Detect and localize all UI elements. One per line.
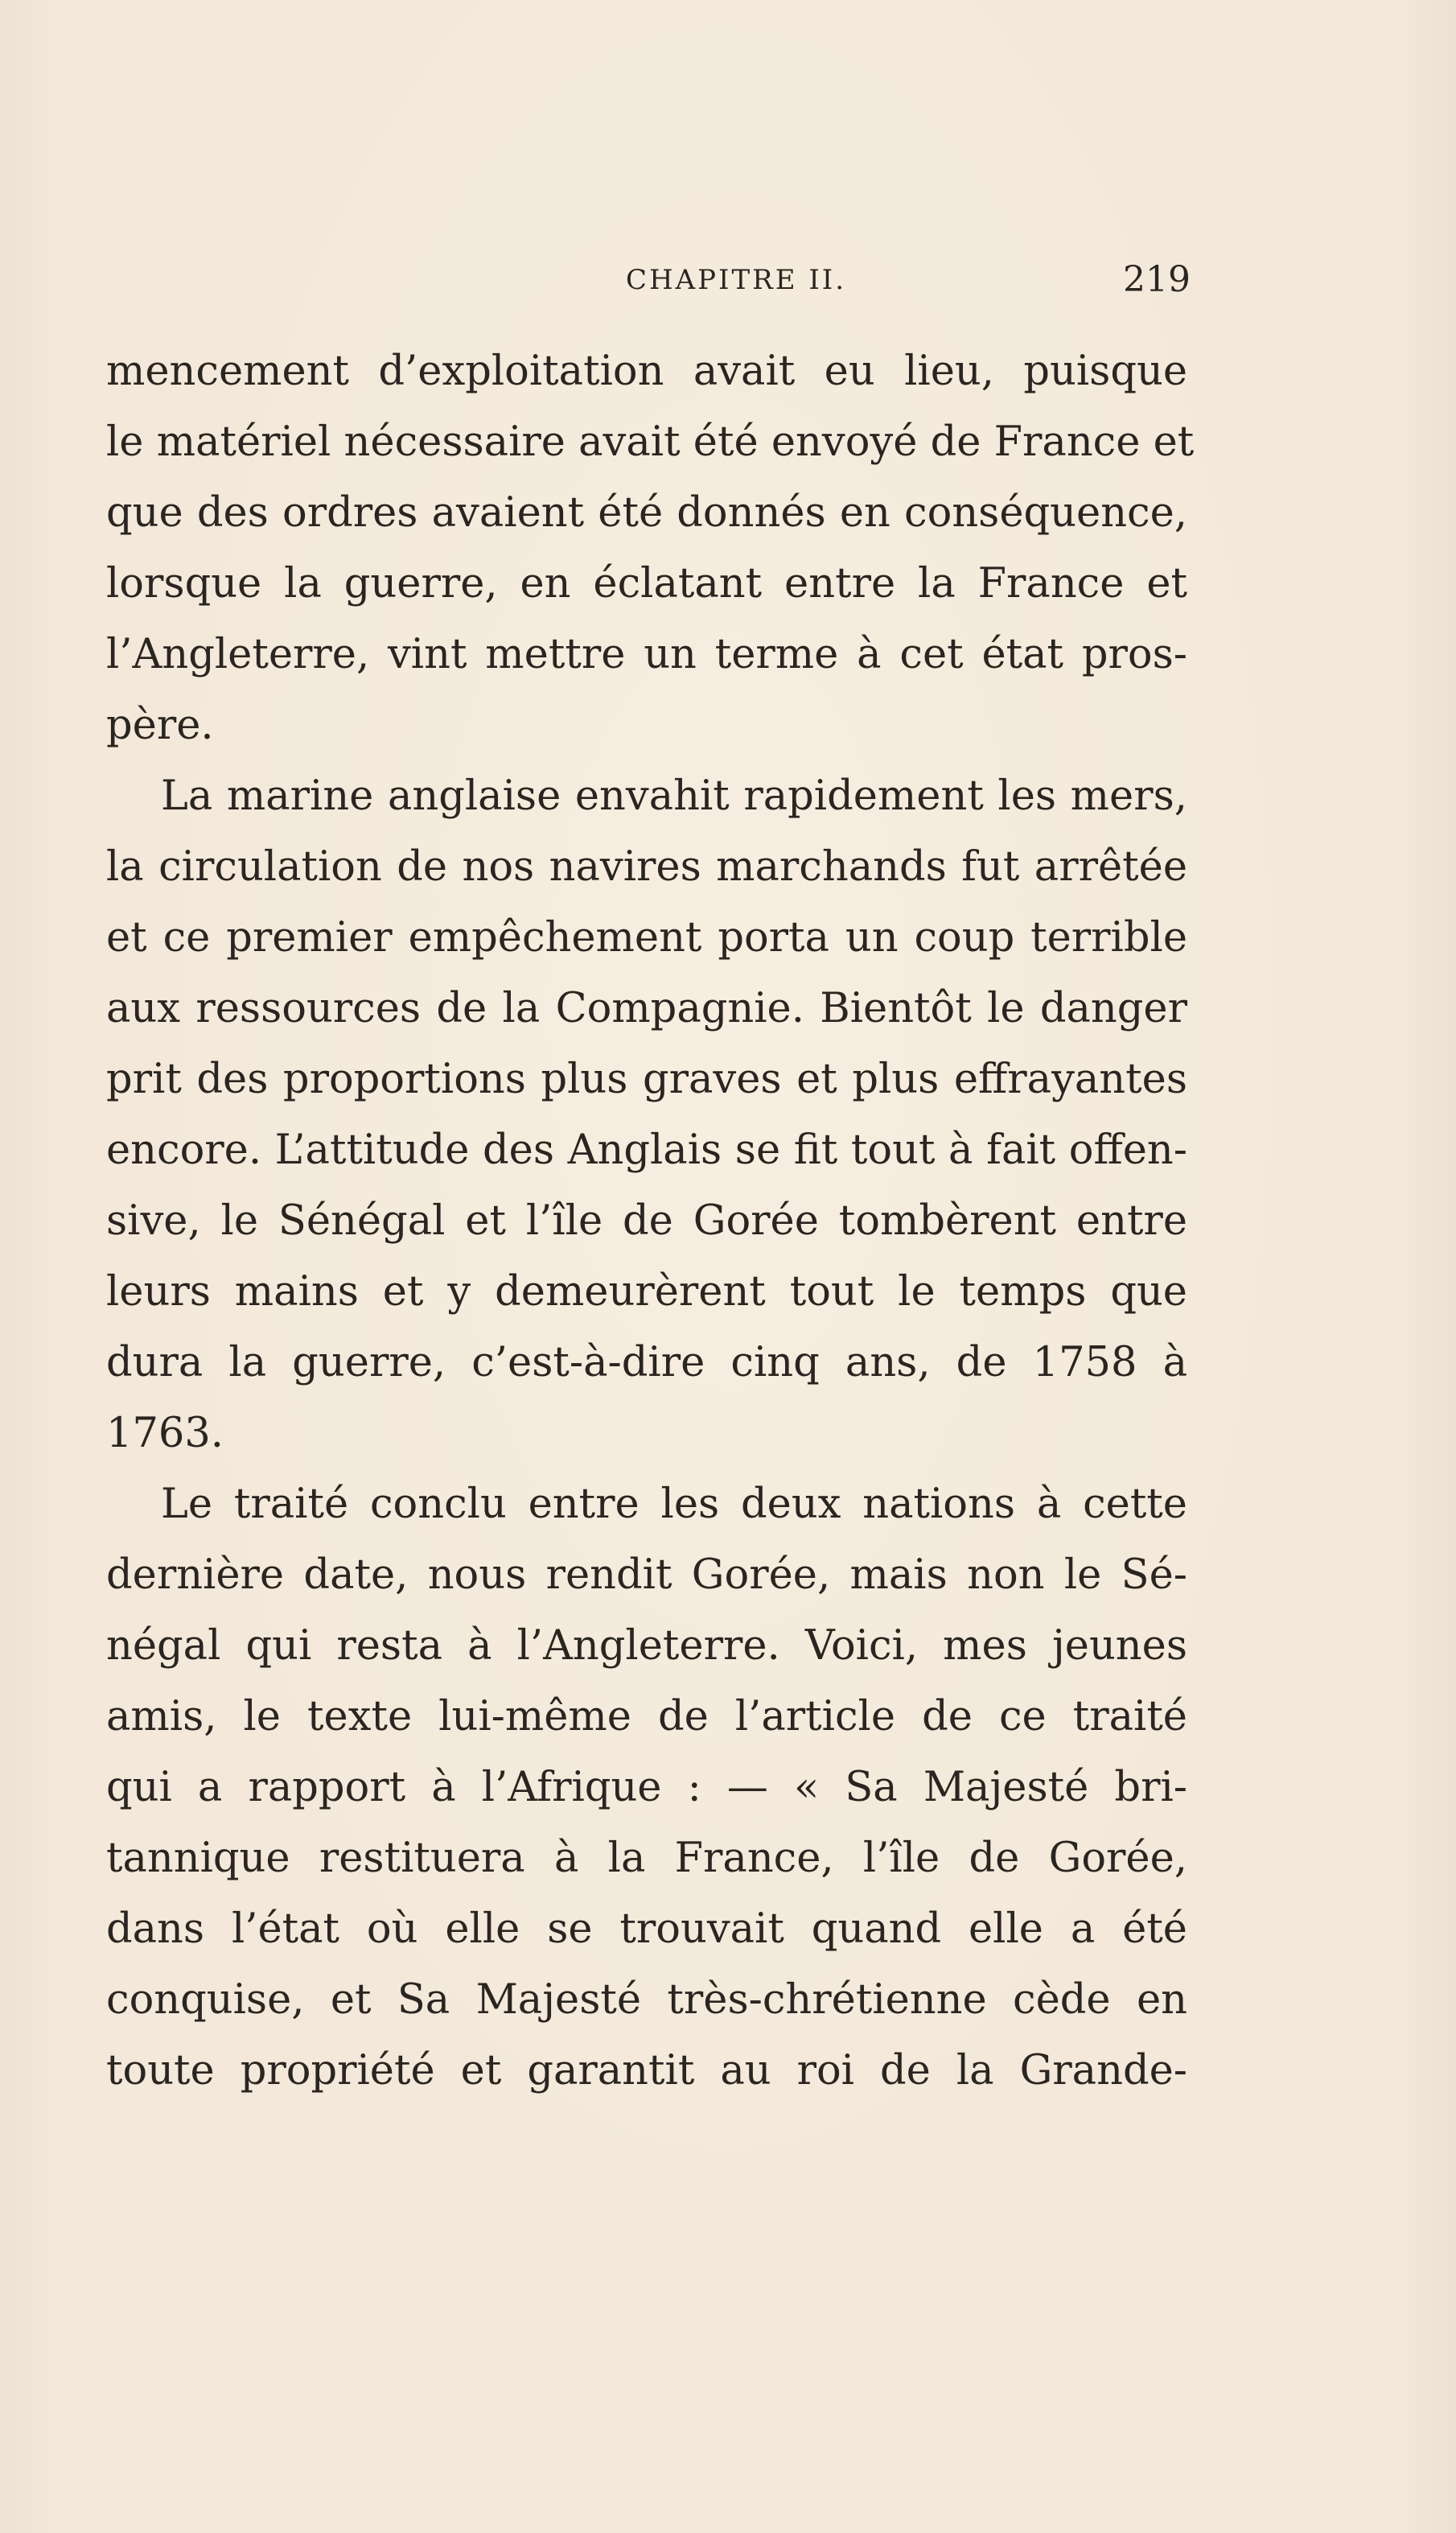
text-line: Le traité conclu entre les deux nations à cette [161, 1481, 1187, 1528]
text-line: père. [106, 702, 214, 749]
page-header [0, 256, 1456, 304]
text-line: leurs mains et y demeurèrent tout le temps que [106, 1268, 1187, 1316]
text-line: prit des proportions plus graves et plus effrayantes [106, 1056, 1187, 1103]
text-line: amis, le texte lui-même de l’article de ce traité [106, 1693, 1187, 1740]
text-line: dernière date, nous rendit Gorée, mais non le Sé- [106, 1551, 1187, 1599]
page-number: 219 [1123, 259, 1191, 300]
text-line: sive, le Sénégal et l’île de Gorée tombèrent entre [106, 1197, 1187, 1245]
text-line: la circulation de nos navires marchands fut arrêtée [106, 843, 1187, 891]
body-text [106, 336, 1195, 2107]
text-line: encore. L’attitude des Anglais se fit tout à fait offen- [106, 1126, 1187, 1174]
text-line: La marine anglaise envahit rapidement les mers, [161, 772, 1187, 820]
text-line: que des ordres avaient été donnés en conséquence, [106, 489, 1187, 537]
text-line: qui a rapport à l’Afrique : — « Sa Majesté bri- [106, 1764, 1187, 1811]
text-line: négal qui resta à l’Angleterre. Voici, mes jeunes [106, 1622, 1187, 1670]
text-line: 1763. [106, 1410, 224, 1457]
text-line: dura la guerre, c’est-à-dire cinq ans, de 1758 à [106, 1339, 1187, 1386]
text-line: l’Angleterre, vint mettre un terme à cet état pros- [106, 631, 1187, 678]
text-line: mencement d’exploitation avait eu lieu, puisque [106, 348, 1187, 395]
text-line: tannique restituera à la France, l’île de Gorée, [106, 1835, 1187, 1882]
text-line: lorsque la guerre, en éclatant entre la France et [106, 560, 1187, 608]
text-line: conquise, et Sa Majesté très-chrétienne cède en [106, 1976, 1187, 2024]
text-line: aux ressources de la Compagnie. Bientôt le danger [106, 985, 1187, 1032]
text-line: et ce premier empêchement porta un coup terrible [106, 914, 1187, 962]
text-line: dans l’état où elle se trouvait quand elle a été [106, 1905, 1187, 1953]
text-line: le matériel nécessaire avait été envoyé de France et [106, 418, 1195, 466]
running-title: CHAPITRE II. [625, 264, 847, 296]
text-line: toute propriété et garantit au roi de la Grande- [106, 2047, 1187, 2094]
